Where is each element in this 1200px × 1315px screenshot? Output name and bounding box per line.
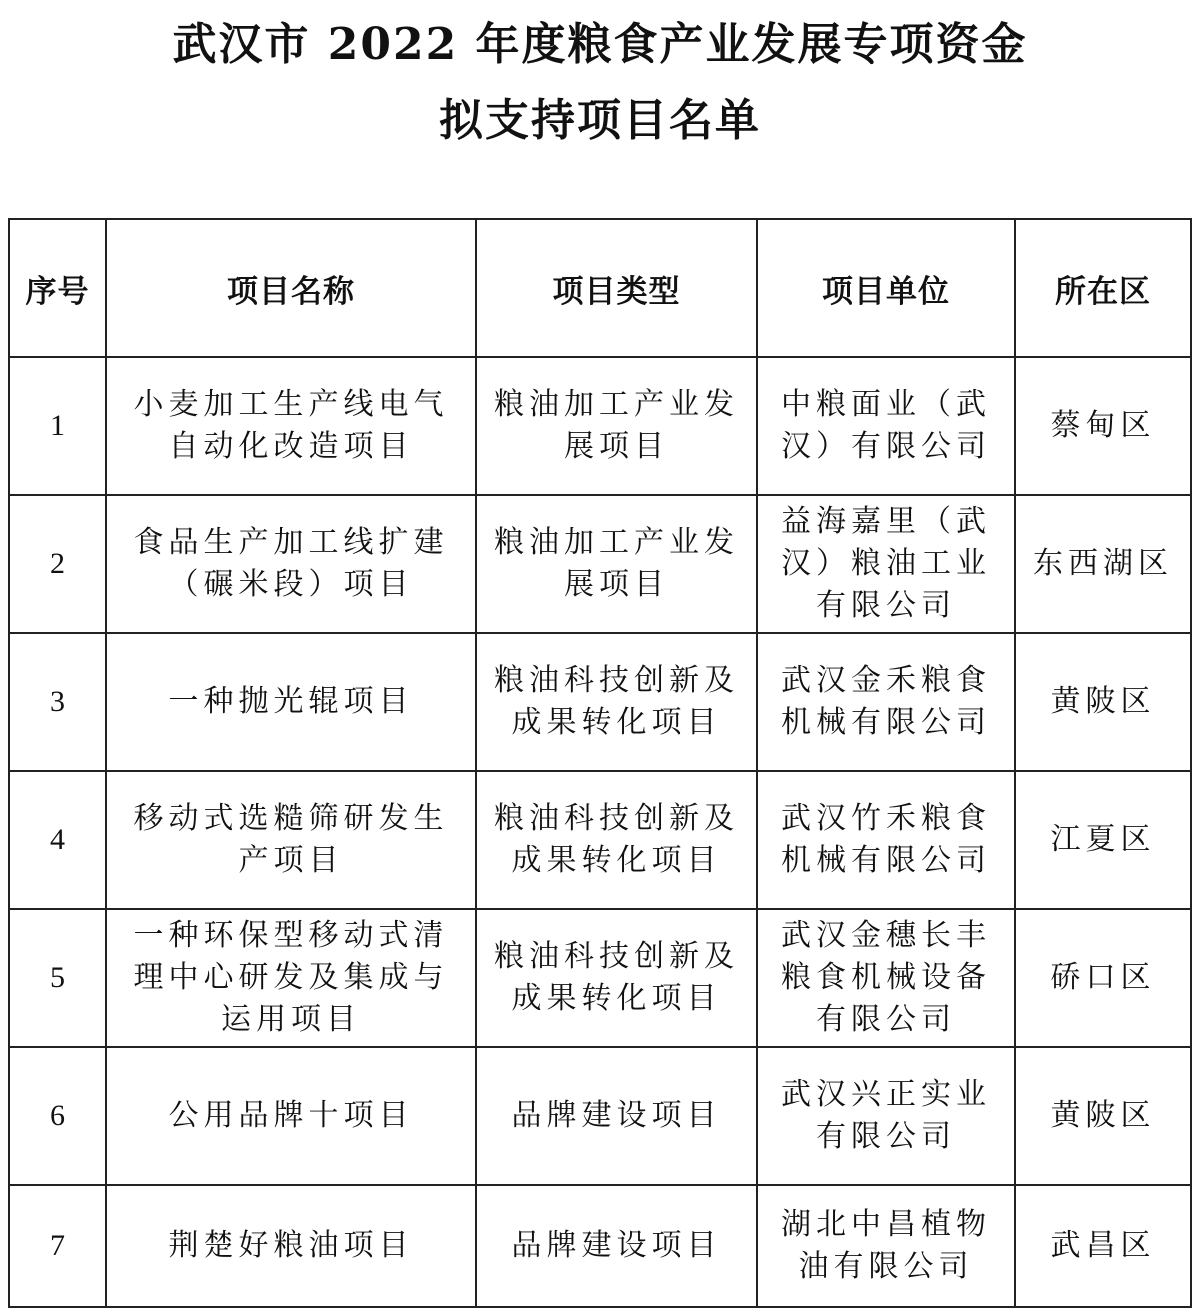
cell-no: 3 [9,633,106,771]
cell-unit: 武汉金禾粮食机械有限公司 [757,633,1015,771]
cell-name: 公用品牌十项目 [106,1047,476,1185]
title-line-2: 拟支持项目名单 [439,95,761,146]
cell-name: 食品生产加工线扩建（碾米段）项目 [106,495,476,633]
table-row [9,357,1191,495]
cell-unit: 武汉兴正实业有限公司 [757,1047,1015,1185]
cell-type: 粮油科技创新及成果转化项目 [476,771,757,909]
cell-name: 移动式选糙筛研发生产项目 [106,771,476,909]
header-type: 项目类型 [476,219,757,357]
cell-unit: 湖北中昌植物油有限公司 [757,1185,1015,1307]
cell-no: 7 [9,1185,106,1307]
cell-district: 硚口区 [1015,909,1191,1047]
table-header-row [9,219,1191,357]
title-line-1: 武汉市 2022 年度粮食产业发展专项资金 [172,19,1028,70]
cell-district: 黄陂区 [1015,633,1191,771]
cell-no: 1 [9,357,106,495]
cell-name: 一种环保型移动式清理中心研发及集成与运用项目 [106,909,476,1047]
cell-name: 一种抛光辊项目 [106,633,476,771]
cell-district: 江夏区 [1015,771,1191,909]
project-table [8,218,1192,1308]
cell-name: 荆楚好粮油项目 [106,1185,476,1307]
cell-unit: 武汉竹禾粮食机械有限公司 [757,771,1015,909]
cell-district: 东西湖区 [1015,495,1191,633]
table-row [9,1047,1191,1185]
cell-name: 小麦加工生产线电气自动化改造项目 [106,357,476,495]
cell-type: 品牌建设项目 [476,1047,757,1185]
table-row [9,909,1191,1047]
cell-type: 粮油加工产业发展项目 [476,495,757,633]
table-row [9,771,1191,909]
cell-type: 品牌建设项目 [476,1185,757,1307]
cell-no: 2 [9,495,106,633]
cell-unit: 益海嘉里（武汉）粮油工业有限公司 [757,495,1015,633]
header-unit: 项目单位 [757,219,1015,357]
cell-no: 5 [9,909,106,1047]
cell-type: 粮油科技创新及成果转化项目 [476,909,757,1047]
header-no: 序号 [9,219,106,357]
cell-no: 6 [9,1047,106,1185]
cell-type: 粮油科技创新及成果转化项目 [476,633,757,771]
header-district: 所在区 [1015,219,1191,357]
table-row [9,495,1191,633]
cell-district: 黄陂区 [1015,1047,1191,1185]
cell-unit: 武汉金穗长丰粮食机械设备有限公司 [757,909,1015,1047]
cell-unit: 中粮面业（武汉）有限公司 [757,357,1015,495]
cell-district: 武昌区 [1015,1185,1191,1307]
header-name: 项目名称 [106,219,476,357]
cell-district: 蔡甸区 [1015,357,1191,495]
table-row [9,1185,1191,1307]
cell-no: 4 [9,771,106,909]
table-row [9,633,1191,771]
cell-type: 粮油加工产业发展项目 [476,357,757,495]
